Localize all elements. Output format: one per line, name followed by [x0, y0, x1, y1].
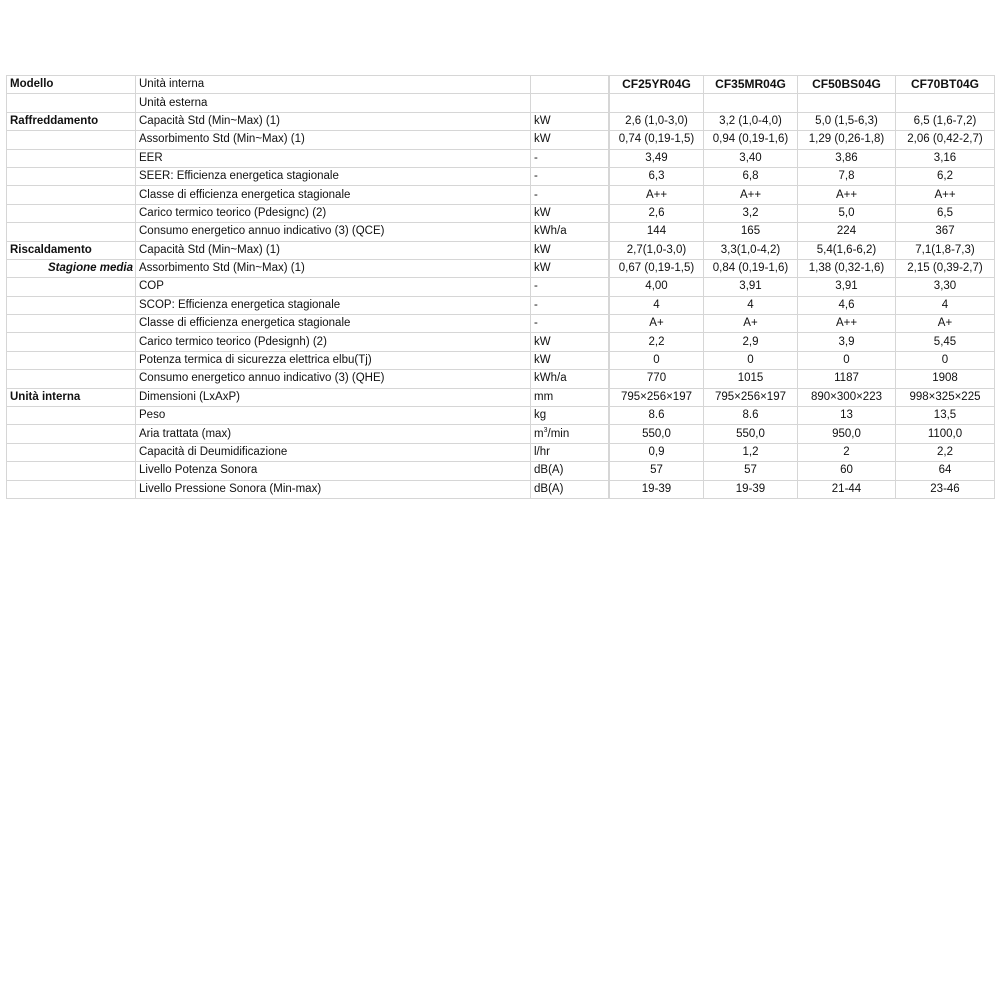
unit-label: - — [531, 167, 609, 185]
value-cell: 0,9 — [610, 443, 704, 461]
value-cell: 0,94 (0,19-1,6) — [704, 131, 798, 149]
parameter-label: Carico termico teorico (Pdesignc) (2) — [136, 204, 531, 222]
value-cell: 3,86 — [798, 149, 896, 167]
value-cell: 165 — [704, 223, 798, 241]
table-row — [7, 167, 995, 185]
unit-label: kW — [531, 112, 609, 130]
table-row — [7, 462, 995, 480]
value-cell: 2,2 — [896, 443, 995, 461]
unit-label: l/hr — [531, 443, 609, 461]
parameter-label: Potenza termica di sicurezza elettrica elbu(Tj) — [136, 351, 531, 369]
section-label — [7, 407, 136, 425]
unit-label: kW — [531, 241, 609, 259]
value-cell: 5,4(1,6-6,2) — [798, 241, 896, 259]
section-label — [7, 167, 136, 185]
parameter-label: SCOP: Efficienza energetica stagionale — [136, 296, 531, 314]
value-cell: A+ — [610, 315, 704, 333]
spec-table — [6, 75, 995, 499]
value-cell: 2,06 (0,42-2,7) — [896, 131, 995, 149]
value-cell: A++ — [704, 186, 798, 204]
unit-label: kW — [531, 131, 609, 149]
section-label — [7, 204, 136, 222]
value-cell: 1,29 (0,26-1,8) — [798, 131, 896, 149]
value-cell: 6,5 — [896, 204, 995, 222]
parameter-label: Livello Potenza Sonora — [136, 462, 531, 480]
table-row — [7, 131, 995, 149]
unit-label: kg — [531, 407, 609, 425]
value-cell: 3,49 — [610, 149, 704, 167]
unit-label — [531, 94, 609, 112]
value-cell: 0 — [704, 351, 798, 369]
section-label — [7, 149, 136, 167]
value-cell — [610, 94, 704, 112]
unit-label: kWh/a — [531, 370, 609, 388]
table-row — [7, 333, 995, 351]
table-row — [7, 407, 995, 425]
parameter-label: Livello Pressione Sonora (Min-max) — [136, 480, 531, 498]
value-cell: 13 — [798, 407, 896, 425]
value-cell: 2,6 (1,0-3,0) — [610, 112, 704, 130]
section-label: Raffreddamento — [7, 112, 136, 130]
parameter-label: Assorbimento Std (Min~Max) (1) — [136, 259, 531, 277]
value-cell: 3,30 — [896, 278, 995, 296]
parameter-label: Capacità di Deumidificazione — [136, 443, 531, 461]
section-label — [7, 370, 136, 388]
value-cell: 23-46 — [896, 480, 995, 498]
unit-label — [531, 76, 609, 94]
section-label — [7, 351, 136, 369]
parameter-label: Dimensioni (LxAxP) — [136, 388, 531, 406]
section-label: Riscaldamento — [7, 241, 136, 259]
table-row — [7, 223, 995, 241]
table-row — [7, 149, 995, 167]
parameter-label: Peso — [136, 407, 531, 425]
value-cell: 5,45 — [896, 333, 995, 351]
model-header-cell: CF50BS04G — [798, 76, 896, 94]
value-cell — [798, 94, 896, 112]
value-cell: 4 — [896, 296, 995, 314]
table-row — [7, 370, 995, 388]
table-row — [7, 186, 995, 204]
value-cell: 3,3(1,0-4,2) — [704, 241, 798, 259]
section-label — [7, 296, 136, 314]
value-cell: A+ — [896, 315, 995, 333]
value-cell: 0 — [610, 351, 704, 369]
value-cell: 57 — [610, 462, 704, 480]
table-row — [7, 76, 995, 94]
value-cell: 6,3 — [610, 167, 704, 185]
value-cell: 8.6 — [704, 407, 798, 425]
value-cell: A++ — [798, 315, 896, 333]
unit-label: dB(A) — [531, 462, 609, 480]
value-cell: 4,00 — [610, 278, 704, 296]
table-row — [7, 241, 995, 259]
value-cell: 1100,0 — [896, 425, 995, 443]
unit-label: - — [531, 186, 609, 204]
section-label — [7, 425, 136, 443]
value-cell: 4 — [610, 296, 704, 314]
section-label: Modello — [7, 76, 136, 94]
section-label — [7, 186, 136, 204]
value-cell: 3,16 — [896, 149, 995, 167]
value-cell: 367 — [896, 223, 995, 241]
value-cell: 2,6 — [610, 204, 704, 222]
section-label — [7, 94, 136, 112]
table-row — [7, 315, 995, 333]
unit-label: - — [531, 296, 609, 314]
value-cell: 998×325×225 — [896, 388, 995, 406]
value-cell: 1908 — [896, 370, 995, 388]
section-label — [7, 462, 136, 480]
value-cell: 0 — [798, 351, 896, 369]
value-cell: 0,74 (0,19-1,5) — [610, 131, 704, 149]
value-cell: 4,6 — [798, 296, 896, 314]
value-cell: A+ — [704, 315, 798, 333]
value-cell: 2 — [798, 443, 896, 461]
section-label — [7, 333, 136, 351]
parameter-label: Unità esterna — [136, 94, 531, 112]
value-cell: 1187 — [798, 370, 896, 388]
unit-label: kW — [531, 204, 609, 222]
table-row — [7, 480, 995, 498]
parameter-label: Unità interna — [136, 76, 531, 94]
unit-label: - — [531, 278, 609, 296]
unit-label: kWh/a — [531, 223, 609, 241]
value-cell: 224 — [798, 223, 896, 241]
parameter-label: Consumo energetico annuo indicativo (3) (QCE) — [136, 223, 531, 241]
value-cell: 1,38 (0,32-1,6) — [798, 259, 896, 277]
parameter-label: Consumo energetico annuo indicativo (3) (QHE) — [136, 370, 531, 388]
value-cell: 950,0 — [798, 425, 896, 443]
parameter-label: EER — [136, 149, 531, 167]
parameter-label: Capacità Std (Min~Max) (1) — [136, 241, 531, 259]
value-cell: 6,8 — [704, 167, 798, 185]
value-cell: 0 — [896, 351, 995, 369]
value-cell: 2,7(1,0-3,0) — [610, 241, 704, 259]
value-cell: 64 — [896, 462, 995, 480]
value-cell: 2,9 — [704, 333, 798, 351]
section-label — [7, 480, 136, 498]
parameter-label: COP — [136, 278, 531, 296]
subsection-label: Stagione media — [7, 259, 136, 277]
value-cell: 0,84 (0,19-1,6) — [704, 259, 798, 277]
value-cell: 57 — [704, 462, 798, 480]
value-cell: 795×256×197 — [610, 388, 704, 406]
parameter-label: Classe di efficienza energetica stagionale — [136, 315, 531, 333]
value-cell: 13,5 — [896, 407, 995, 425]
value-cell — [704, 94, 798, 112]
table-row — [7, 425, 995, 443]
parameter-label: SEER: Efficienza energetica stagionale — [136, 167, 531, 185]
unit-label: - — [531, 149, 609, 167]
value-cell: 0,67 (0,19-1,5) — [610, 259, 704, 277]
value-cell: 21-44 — [798, 480, 896, 498]
section-label — [7, 131, 136, 149]
table-row — [7, 443, 995, 461]
value-cell: 19-39 — [610, 480, 704, 498]
value-cell: 550,0 — [704, 425, 798, 443]
section-label — [7, 443, 136, 461]
value-cell: 144 — [610, 223, 704, 241]
value-cell: 7,8 — [798, 167, 896, 185]
parameter-label: Classe di efficienza energetica stagionale — [136, 186, 531, 204]
value-cell: 3,2 (1,0-4,0) — [704, 112, 798, 130]
section-label — [7, 278, 136, 296]
spec-table-body — [7, 76, 995, 499]
value-cell: 1,2 — [704, 443, 798, 461]
parameter-label: Carico termico teorico (Pdesignh) (2) — [136, 333, 531, 351]
section-label — [7, 315, 136, 333]
value-cell: 5,0 (1,5-6,3) — [798, 112, 896, 130]
table-row — [7, 296, 995, 314]
section-label: Unità interna — [7, 388, 136, 406]
value-cell: 7,1(1,8-7,3) — [896, 241, 995, 259]
parameter-label: Aria trattata (max) — [136, 425, 531, 443]
value-cell: 795×256×197 — [704, 388, 798, 406]
parameter-label: Assorbimento Std (Min~Max) (1) — [136, 131, 531, 149]
value-cell: A++ — [610, 186, 704, 204]
value-cell: 6,5 (1,6-7,2) — [896, 112, 995, 130]
value-cell: 770 — [610, 370, 704, 388]
table-row — [7, 259, 995, 277]
value-cell: 3,91 — [704, 278, 798, 296]
unit-label: dB(A) — [531, 480, 609, 498]
value-cell: 890×300×223 — [798, 388, 896, 406]
unit-label: $m^3/\min$ — [531, 425, 609, 443]
value-cell: 550,0 — [610, 425, 704, 443]
value-cell: 3,2 — [704, 204, 798, 222]
value-cell: 1015 — [704, 370, 798, 388]
table-row — [7, 94, 995, 112]
value-cell: A++ — [798, 186, 896, 204]
parameter-label: Capacità Std (Min~Max) (1) — [136, 112, 531, 130]
model-header-cell: CF25YR04G — [610, 76, 704, 94]
unit-label: - — [531, 315, 609, 333]
value-cell: 6,2 — [896, 167, 995, 185]
value-cell: 2,15 (0,39-2,7) — [896, 259, 995, 277]
value-cell: 3,91 — [798, 278, 896, 296]
unit-label: kW — [531, 259, 609, 277]
value-cell: 19-39 — [704, 480, 798, 498]
table-row — [7, 112, 995, 130]
table-row — [7, 278, 995, 296]
table-row — [7, 351, 995, 369]
table-row — [7, 204, 995, 222]
model-header-cell: CF70BT04G — [896, 76, 995, 94]
table-row — [7, 388, 995, 406]
value-cell: 3,9 — [798, 333, 896, 351]
value-cell: 2,2 — [610, 333, 704, 351]
model-header-cell: CF35MR04G — [704, 76, 798, 94]
value-cell — [896, 94, 995, 112]
value-cell: A++ — [896, 186, 995, 204]
value-cell: 3,40 — [704, 149, 798, 167]
value-cell: 60 — [798, 462, 896, 480]
unit-label: kW — [531, 351, 609, 369]
value-cell: 8.6 — [610, 407, 704, 425]
value-cell: 5,0 — [798, 204, 896, 222]
unit-label: mm — [531, 388, 609, 406]
unit-label: kW — [531, 333, 609, 351]
section-label — [7, 223, 136, 241]
value-cell: 4 — [704, 296, 798, 314]
